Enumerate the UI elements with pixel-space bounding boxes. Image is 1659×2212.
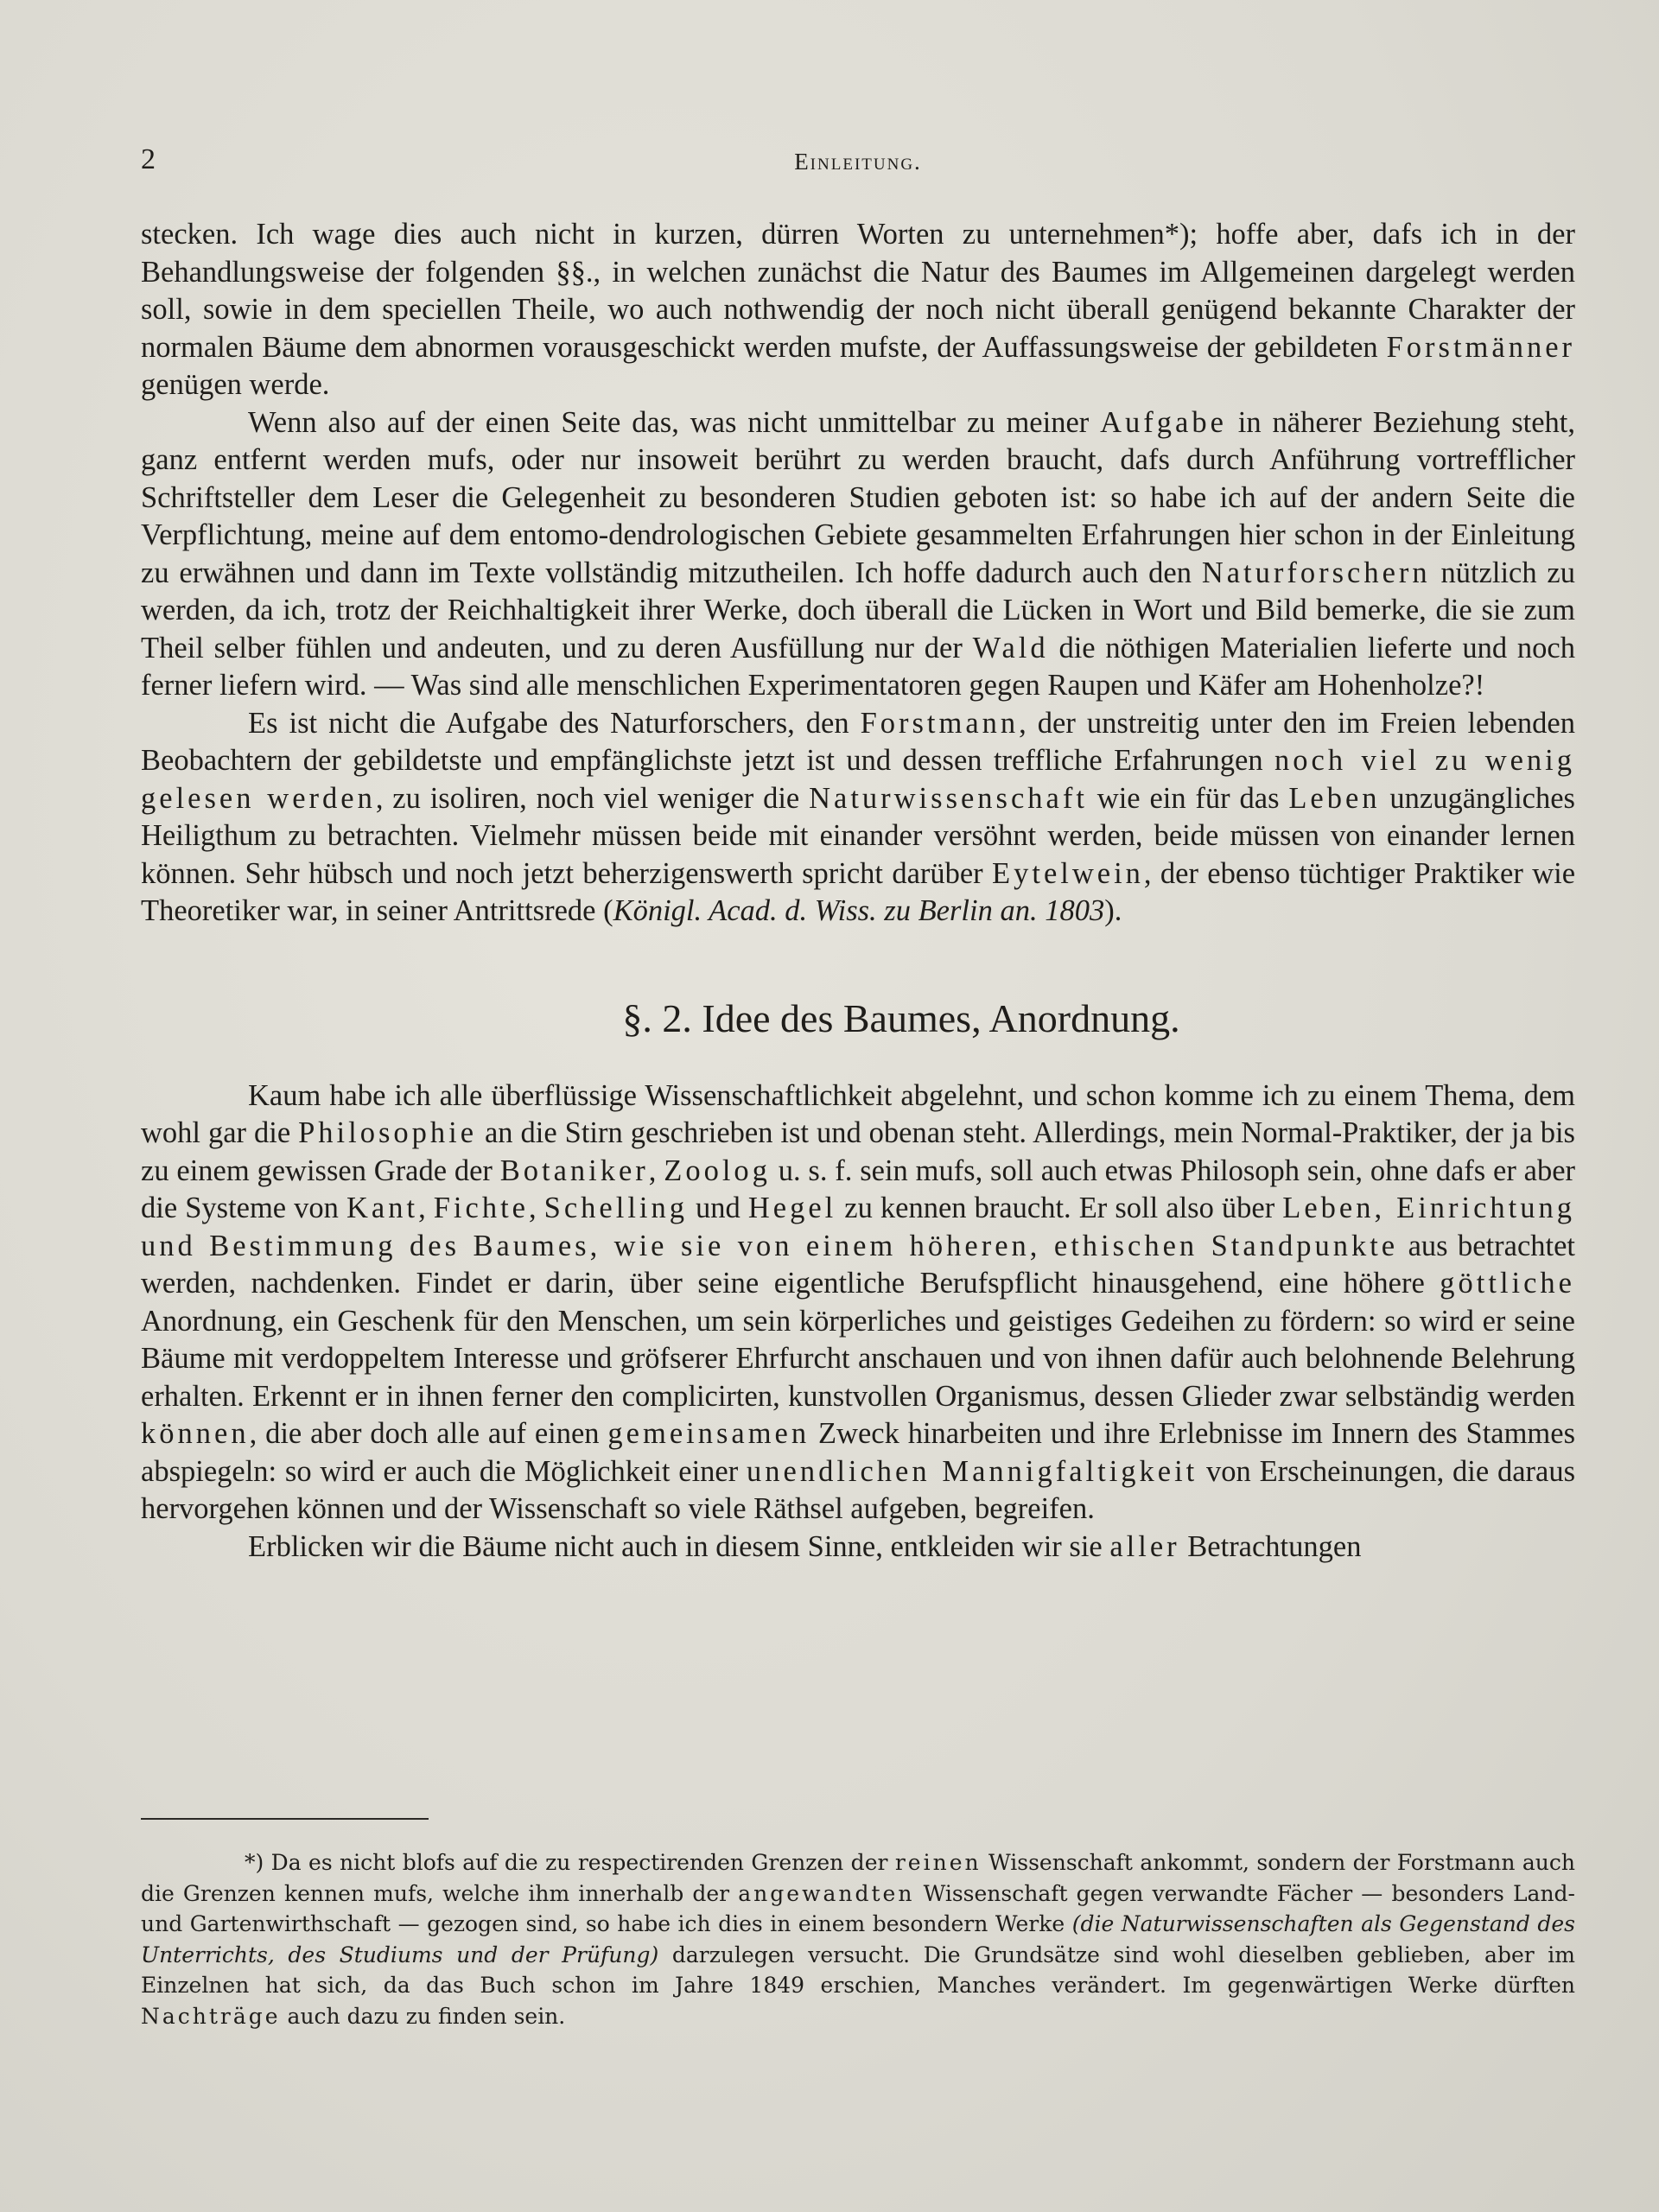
footnote [141,1847,1575,2031]
spaced-emphasis: Nachträge [141,2003,281,2029]
spaced-emphasis: Fichte [433,1192,529,1224]
paragraph-3 [141,705,1575,931]
spaced-emphasis: Forstmann [860,706,1020,740]
text-run: von Erscheinungen, die daraus hervorgehen können und der Wissenschaft so viele Räthsel aufgeben, begreifen. [141,1454,1575,1525]
spaced-emphasis: Philosophie [298,1116,478,1149]
text-run: Es ist nicht die Aufgabe des Naturforschers, den [248,706,861,740]
spaced-emphasis: Forstmänner [1386,330,1575,364]
page-header [141,143,1575,187]
text-run: aus betrachtet werden, nachdenken. Findet er darin, über seine eigentliche Berufspflicht hinausgehend, eine höhere [141,1229,1576,1300]
spaced-emphasis: unendlichen Mannigfaltigkeit [747,1454,1198,1488]
text-run: Kaum habe ich alle überflüssige Wissenschaftlichkeit abgelehnt, und schon komme ich zu einem Thema, dem wohl gar die [141,1078,1575,1149]
text-run: *) Da es nicht blofs auf die zu respectirenden Grenzen der [245,1850,895,1875]
text-run: Wissenschaft ankommt, sondern der Forstmann auch die Grenzen kennen mufs, welche ihm innerhalb der [141,1850,1575,1906]
spaced-emphasis: noch viel zu wenig gelesen werden [141,744,1576,815]
spaced-emphasis: Eytelwein [992,856,1144,890]
text-run: und [688,1192,748,1224]
spaced-emphasis: Wald [972,631,1049,664]
text-run: Anordnung, ein Geschenk für den Menschen, um sein körperliches und geistiges Gedeihen zu fördern: so wird er seine Bäume mit verdoppeltem Interesse und gröfserer Ehrfurcht anschauen und von ihnen dafür auch belohnende Belehrung erhalten. Erkennt er in ihnen ferner den complicirten, kunstvollen Organismus, dessen Glieder zwar selbständig werden [141,1304,1575,1413]
spaced-emphasis: Leben [1288,781,1381,815]
spaced-emphasis: Hegel [747,1192,837,1224]
text-run: unzugängliches Heiligthum zu betrachten. Vielmehr müssen beide mit einander versöhnt werden, beide müssen von einander lernen können. Sehr hübsch und noch jetzt beherzigenswerth spricht darüber [141,781,1575,890]
text-run: die nöthigen Materialien lieferte und noch ferner liefern wird. — Was sind alle menschlichen Experimentatoren gegen Raupen und Käfer am Hohenholze?! [141,631,1575,702]
main-text [141,216,1575,1566]
spaced-emphasis: reinen [894,1850,982,1875]
text-run: u. s. f. sein mufs, soll auch etwas Philosoph sein, ohne dafs er aber die Systeme von [141,1154,1576,1224]
footnote-rule [141,1818,429,1820]
spaced-emphasis: Aufgabe [1100,405,1227,439]
text-run: Erblicken wir die Bäume nicht auch in diesem Sinne, entkleiden wir sie [248,1529,1110,1563]
text-run: , [418,1192,434,1224]
text-run: , die aber doch alle auf einen [249,1417,608,1450]
footnote-text [141,1847,1575,2031]
text-run: ). [1104,894,1122,927]
spaced-emphasis: können [141,1417,250,1450]
text-run: Wenn also auf der einen Seite das, was nicht unmittelbar zu meiner [248,405,1101,439]
text-run: Betrachtungen [1179,1529,1362,1563]
text-run: , der unstreitig unter den im Freien lebenden Beobachtern der gebildetste und empfänglichste jetzt ist und dessen treffliche Erfahrungen [141,706,1575,777]
text-run: , [648,1154,664,1187]
spaced-emphasis: Naturwissenschaft [809,781,1088,815]
text-run: nützlich zu werden, da ich, trotz der Reichhaltigkeit ihrer Werke, doch überall die Lücken in Wort und Bild bemerke, die sie zum Theil selber fühlen und andeuten, und zu deren Ausfüllung nur der [141,556,1575,664]
spaced-emphasis: Leben, Einrichtung und Bestimmung des Baumes, wie sie von einem höheren, ethischen Standpunkte [141,1192,1576,1262]
text-run: , der ebenso tüchtiger Praktiker wie Theoretiker war, in seiner Antrittsrede ( [141,856,1576,927]
paragraph-1 [141,216,1575,404]
spaced-emphasis: angewandten [738,1880,915,1906]
running-head: Einleitung. [794,149,922,175]
text-run: , zu isoliren, noch viel weniger die [375,781,810,815]
text-run: zu kennen braucht. Er soll also über [836,1192,1283,1224]
spaced-emphasis: aller [1109,1529,1180,1563]
text-run: Wissenschaft gegen verwandte Fächer — besonders Land- und Gartenwirthschaft — gezogen sind, so habe ich dies in einem besondern Werke [141,1880,1576,1936]
paragraph-5 [141,1529,1575,1567]
spaced-emphasis: Zoolog [664,1154,771,1187]
text-run: Zweck hinarbeiten und ihre Erlebnisse im Innern des Stammes abspiegeln: so wird er auch die Möglichkeit einer [141,1417,1576,1488]
spaced-emphasis: gemeinsamen [607,1417,810,1450]
text-run: stecken. Ich wage dies auch nicht in kurzen, dürren Worten zu unternehmen*); hoffe aber, dafs ich in der Behandlungsweise der folgenden §§., in welchen zunächst die Natur des Baumes im Allgemeinen dargelegt werden soll, sowie in dem speciellen Theile, wo auch nothwendig der noch nicht überall genügend bekannte Charakter der normalen Bäume dem abnormen vorausgeschickt werden mufste, der Auffassungsweise der gebildeten [141,218,1575,364]
text-run: , [528,1192,544,1224]
spaced-emphasis: Kant [346,1192,419,1224]
text-run: genügen werde. [141,368,330,401]
text-run: auch dazu zu finden sein. [280,2003,566,2029]
text-run: wie ein für das [1087,781,1289,815]
section-heading: §. 2. Idee des Baumes, Anordnung. [622,995,1180,1040]
text-run: in näherer Beziehung steht, ganz entfernt werden mufs, oder nur insoweit berührt zu werden braucht, dafs durch Anführung vortrefflicher Schriftsteller dem Leser die Gelegenheit zu besonderen Studien geboten ist: so habe ich auf der andern Seite die Verpflichtung, meine auf dem entomo-dendrologischen Gebiete gesammelten Erfahrungen hier schon in der Einleitung zu erwähnen und dann im Texte vollständig mitzutheilen. Ich hoffe dadurch auch den [141,405,1575,589]
paragraph-2 [141,404,1575,705]
italic-citation: Königl. Acad. d. Wiss. zu Berlin an. 1803 [613,894,1105,927]
page-number: 2 [141,143,156,175]
text-run: an die Stirn geschrieben ist und obenan steht. Allerdings, mein Normal-Praktiker, der ja bis zu einem gewissen Grade der [141,1116,1575,1187]
italic-citation: (die Naturwissenschaften als Gegenstand des Unterrichts, des Studiums und der Prüfung) [141,1911,1575,1967]
spaced-emphasis: Botaniker [499,1154,649,1187]
spaced-emphasis: Naturforschern [1201,556,1431,589]
text-run: darzulegen versucht. Die Grundsätze sind wohl dieselben geblieben, aber im Einzelnen hat sich, da das Buch schon im Jahre 1849 erschien, Manches verändert. Im gegenwärtigen Werke dürften [141,1942,1575,1998]
spaced-emphasis: Schelling [543,1192,688,1224]
spaced-emphasis: göttliche [1440,1267,1575,1300]
paragraph-4 [141,1077,1575,1529]
